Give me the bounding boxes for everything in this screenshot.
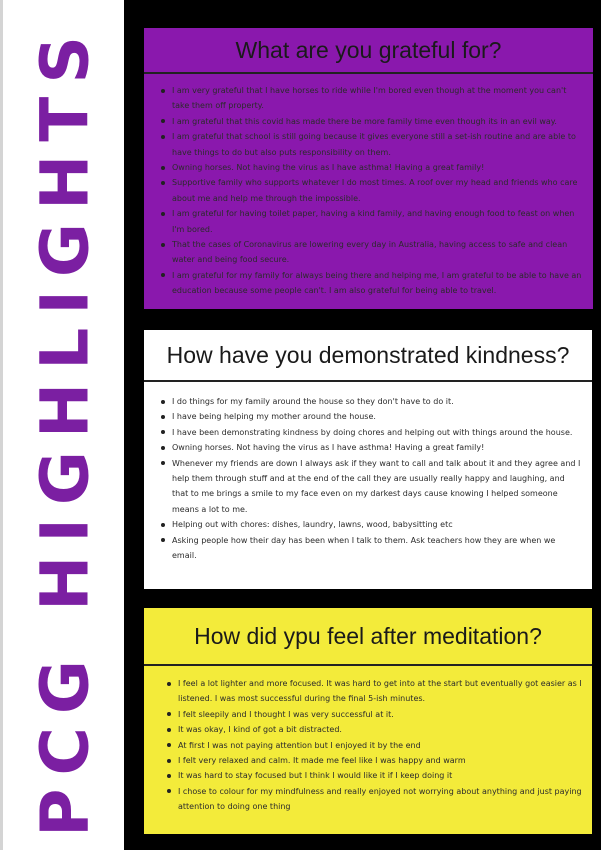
- list-item: I chose to colour for my mindfulness and really enjoyed not worrying about anything and just paying attention to doing one thing: [166, 784, 582, 815]
- list-item: I am grateful for having toilet paper, having a kind family, and having enough food to feast on when I'm bored.: [160, 206, 583, 237]
- list-item: I felt sleepily and I thought I was very successful at it.: [166, 707, 582, 722]
- grateful-heading: What are you grateful for?: [235, 36, 502, 63]
- list-item: I am grateful that school is still going because it gives everyone still a set-ish routine and are able to have things to do but also puts responsibility on them.: [160, 129, 583, 160]
- list-item: It was okay, I kind of got a bit distracted.: [166, 722, 582, 737]
- header-divider: [144, 72, 593, 74]
- list-item: I am very grateful that I have horses to ride while I'm bored even though at the moment you can't take them off property.: [160, 83, 583, 114]
- list-item: I felt very relaxed and calm. It made me feel like I was happy and warm: [166, 753, 582, 768]
- list-item: I do things for my family around the house so they don't have to do it.: [160, 394, 582, 409]
- list-item: Helping out with chores: dishes, laundry, lawns, wood, babysitting etc: [160, 517, 582, 532]
- list-item: Owning horses. Not having the virus as I have asthma! Having a great family!: [160, 160, 583, 175]
- meditation-heading: How did ypu feel after meditation?: [194, 622, 542, 649]
- header-divider: [144, 664, 592, 666]
- list-item: Whenever my friends are down I always ask if they want to call and talk about it and they agree and I help them through stuff and at the end of the call they are usually really happy and laughing, and that to me brings a smile to my face even on my darkest days cause knowing I helped someone means a lot to me.: [160, 456, 582, 518]
- list-item: Asking people how their day has been when I talk to them. Ask teachers how they are when we email.: [160, 533, 582, 564]
- list-item: I am grateful for my family for always being there and helping me, I am grateful to be able to have an education because some people can't. I am also grateful for being able to travel.: [160, 268, 583, 299]
- list-item: I am grateful that this covid has made there be more family time even though its in an evil way.: [160, 114, 583, 129]
- grateful-section: [144, 28, 593, 309]
- kindness-list: [144, 394, 592, 563]
- kindness-heading: How have you demonstrated kindness?: [166, 341, 570, 368]
- list-item: It was hard to stay focused but I think I would like it if I keep doing it: [166, 768, 582, 783]
- list-item: At first I was not paying attention but I enjoyed it by the end: [166, 738, 582, 753]
- list-item: I have being helping my mother around the house.: [160, 409, 582, 424]
- kindness-section: [144, 330, 592, 589]
- list-item: Supportive family who supports whatever I do most times. A roof over my head and friends who care about me and help me through the impossible.: [160, 175, 583, 206]
- meditation-list: [144, 676, 592, 815]
- page-title: PCG HIGHLIGHTS: [26, 23, 104, 837]
- list-item: That the cases of Coronavirus are lowering every day in Australia, having access to safe and clean water and being food secure.: [160, 237, 583, 268]
- title-strip: [0, 0, 124, 850]
- header-divider: [144, 380, 592, 382]
- list-item: I have been demonstrating kindness by doing chores and helping out with things around the house.: [160, 425, 582, 440]
- grateful-list: [144, 83, 593, 299]
- list-item: I feel a lot lighter and more focused. It was hard to get into at the start but eventually got easier as I listened. I was most successful during the final 5-ish minutes.: [166, 676, 582, 707]
- list-item: Owning horses. Not having the virus as I have asthma! Having a great family!: [160, 440, 582, 455]
- meditation-section: [144, 608, 592, 834]
